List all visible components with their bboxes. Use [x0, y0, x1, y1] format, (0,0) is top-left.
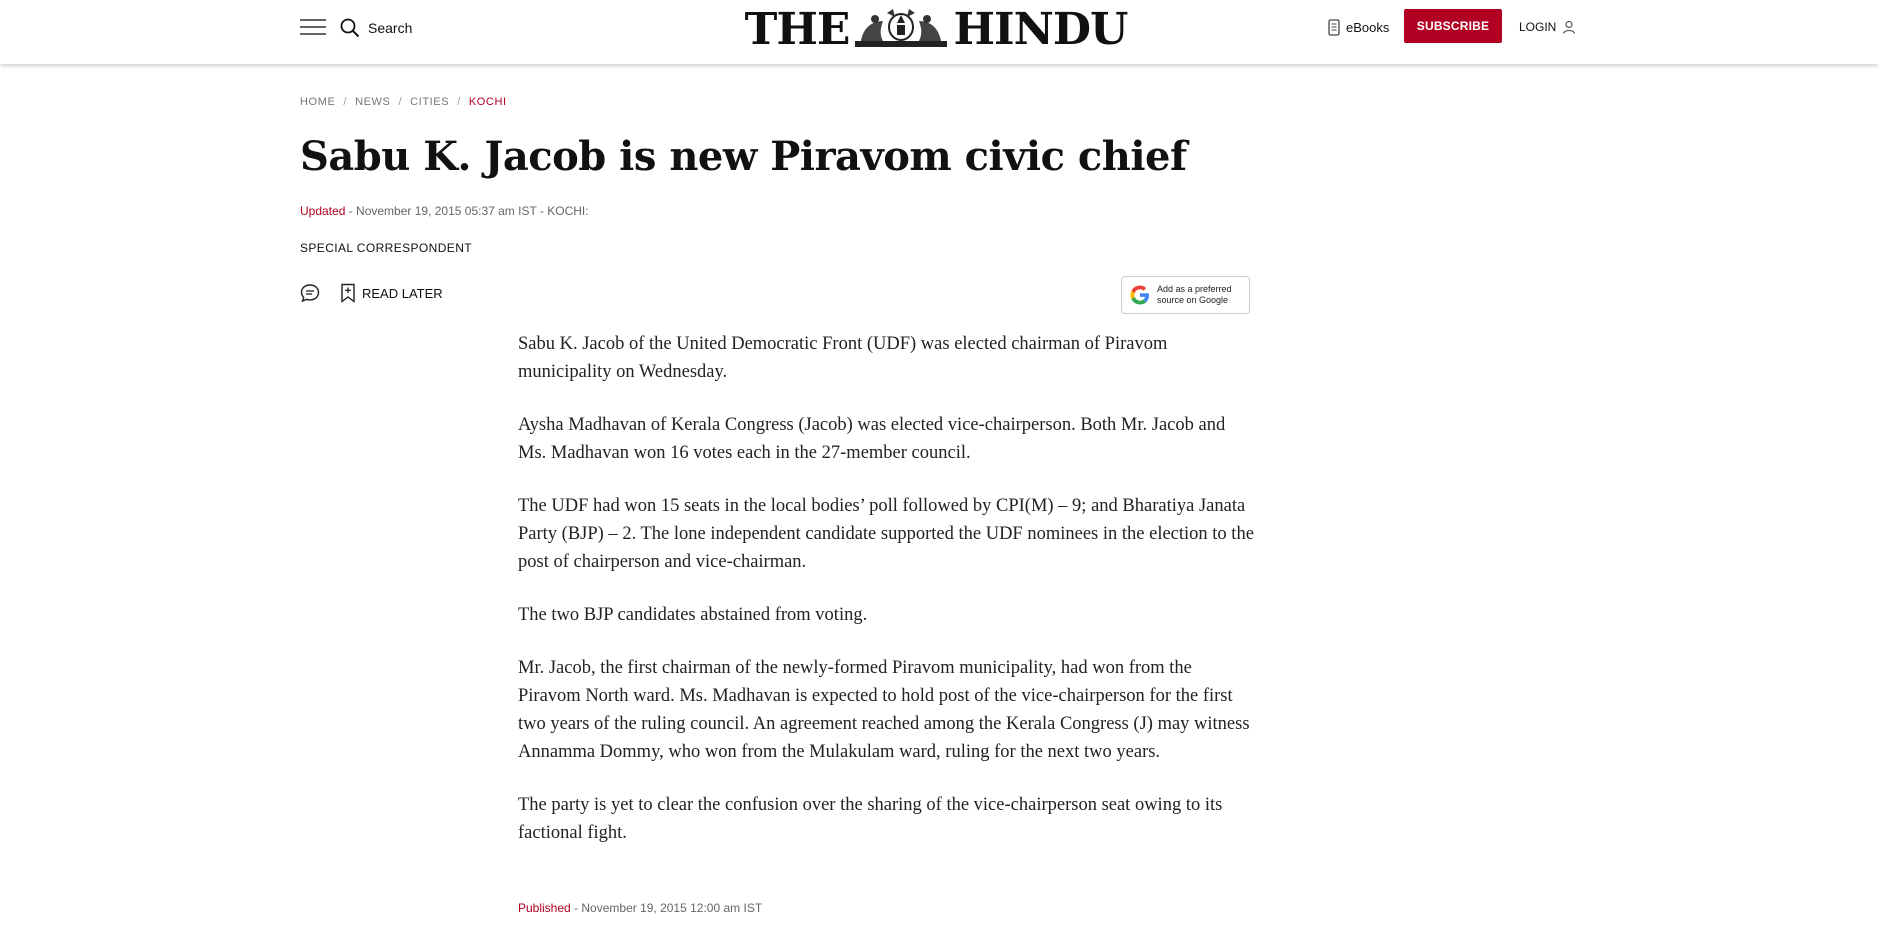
breadcrumb-kochi[interactable]: KOCHI [468, 96, 507, 108]
breadcrumb [300, 96, 507, 108]
breadcrumb-home[interactable]: HOME [300, 96, 336, 108]
updated-meta: - November 19, 2015 05:37 am IST - KOCHI: [345, 204, 589, 218]
logo-text-right: HINDU [953, 3, 1128, 55]
logo-text-left: THE [744, 3, 850, 55]
search-label: Search [368, 20, 413, 36]
user-icon [1562, 20, 1576, 34]
logo-crest-icon [853, 7, 949, 51]
bookmark-icon [340, 283, 356, 303]
published-label: Published [518, 901, 571, 915]
google-icon [1129, 284, 1151, 306]
ebooks-label: eBooks [1346, 19, 1390, 35]
subscribe-button[interactable]: SUBSCRIBE [1404, 9, 1502, 43]
site-header [0, 0, 1879, 64]
breadcrumb-news[interactable]: NEWS [355, 96, 391, 108]
google-badge-text [1157, 284, 1232, 306]
read-later-button[interactable] [340, 283, 443, 303]
article-paragraph: The UDF had won 15 seats in the local bodies’ poll followed by CPI(M) – 9; and Bharatiya Janata Party (BJP) – 2. The lone independent candidate supported the UDF nominees in the election to the post of chairperson and vice-chairman. [518, 496, 1254, 572]
article-paragraph: Aysha Madhavan of Kerala Congress (Jacob) was elected vice-chairperson. Both Mr. Jacob and Ms. Madhavan won 16 votes each in the 27-member council. [518, 415, 1226, 463]
article-paragraph: The party is yet to clear the confusion over the sharing of the vice-chairperson seat owing to its factional fight. [518, 795, 1223, 843]
breadcrumb-separator: / [343, 96, 348, 108]
site-logo[interactable] [740, 4, 1132, 54]
google-badge-line1: Add as a preferred [1157, 284, 1232, 294]
hamburger-menu-icon[interactable] [300, 19, 326, 37]
comment-icon[interactable] [300, 283, 320, 303]
published-dateline [518, 901, 762, 915]
article-paragraph: Sabu K. Jacob of the United Democratic Front (UDF) was elected chairman of Piravom municipality on Wednesday. [518, 334, 1168, 382]
article-tools [300, 283, 443, 303]
login-link[interactable] [1519, 16, 1576, 38]
breadcrumb-separator: / [457, 96, 461, 108]
ebook-icon [1328, 19, 1340, 36]
search-button[interactable] [340, 16, 412, 40]
login-label: LOGIN [1519, 20, 1557, 34]
breadcrumb-separator: / [398, 96, 403, 108]
article-paragraph: Mr. Jacob, the first chairman of the newly-formed Piravom municipality, had won from the Piravom North ward. Ms. Madhavan is expected to hold post of the vice-chairperson for the first two years of the ruling council. An agreement reached among the Kerala Congress (J) may witness Annamma Dommy, who won from the Mulakulam ward, ruling for the next two years. [518, 658, 1250, 762]
article-author[interactable]: SPECIAL CORRESPONDENT [300, 241, 472, 255]
updated-label: Updated [300, 204, 346, 218]
article-body [518, 330, 1258, 872]
read-later-label: READ LATER [362, 285, 443, 301]
ebooks-link[interactable] [1328, 16, 1389, 38]
article-paragraph: The two BJP candidates abstained from voting. [518, 605, 868, 625]
search-icon [340, 18, 360, 38]
google-badge-line2: source on Google [1157, 295, 1229, 305]
google-preferred-source-button[interactable] [1121, 276, 1250, 314]
published-meta: - November 19, 2015 12:00 am IST [570, 901, 763, 915]
breadcrumb-cities[interactable]: CITIES [410, 96, 450, 108]
article-title: Sabu K. Jacob is new Piravom civic chief [300, 133, 1187, 180]
article-dateline [300, 204, 589, 218]
